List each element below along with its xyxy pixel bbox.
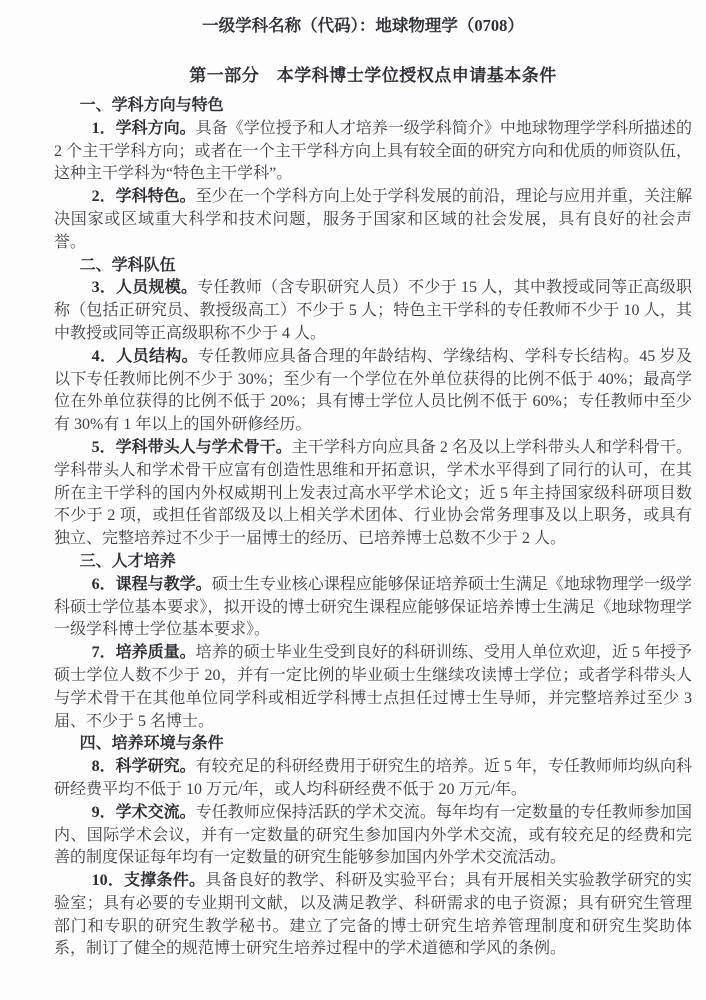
clause-lead-6: 6．课程与教学。: [91, 575, 212, 593]
clause-item-9: [54, 802, 692, 870]
clause-lead-3: 3．人员规模。: [91, 279, 198, 297]
clause-lead-1: 1．学科方向。: [91, 119, 196, 137]
clause-text-7: 培养的硕士毕业生受到良好的科研训练、受用人单位欢迎，近 5 年授予硕士学位人数不少于 20，并有一定比例的毕业硕士生继续攻读博士学位；或者学科带头人与学术骨干在其他单位同学科或相近学科博士点担任过博士生导师，并完整培养过至少 3 届、不少于 5 名博士。: [54, 644, 692, 730]
clause-lead-4: 4．人员结构。: [91, 347, 199, 365]
clause-item-1: [54, 118, 692, 186]
clause-text-4: 专任教师应具备合理的年龄结构、学缘结构、学科专长结构。45 岁及以下专任教师比例不少于 30%；至少有一个学位在外单位获得的比例不低于 40%；最高学位在外单位获得的比例不低于 20%；具有博士学位人员比例不低于 60%；专任教师中至少有 30%有 1 年以上的国外研修经历。: [54, 347, 692, 434]
clause-text-1: 具备《学位授予和人才培养一级学科简介》中地球物理学学科所描述的 2 个主干学科方向；或者在一个主干学科方向上具有较全面的研究方向和优质的师资队伍，这种主干学科为“特色主干学科”。: [54, 119, 692, 183]
clause-item-6: [54, 574, 692, 642]
clause-item-4: [54, 346, 692, 437]
clause-lead-9: 9．学术交流。: [91, 803, 196, 821]
clause-text-6: 硕士生专业核心课程应能够保证培养硕士生满足《地球物理学一级学科硕士学位基本要求》，拟开设的博士研究生课程应能够保证培养博士生满足《地球物理学一级学科博士学位基本要求》。: [54, 575, 692, 639]
doc-body: [54, 95, 692, 961]
section-heading-2: 二、学科队伍: [79, 256, 176, 274]
clause-lead-5: 5．学科带头人与学术骨干。: [91, 438, 292, 456]
clause-text-3: 专任教师（含专职研究人员）不少于 15 人，其中教授或同等正高级职称（包括正研究员、教授级高工）不少于 5 人；特色主干学科的专任教师不少于 10 人，其中教授或同等正高级职称不少于 4 人。: [54, 279, 692, 342]
clause-lead-10: 10．支撑条件。: [91, 872, 206, 890]
clause-item-7: [54, 642, 692, 733]
clause-item-5: [54, 437, 692, 551]
part-heading: 第一部分 本学科博士学位授权点申请基本条件: [189, 66, 557, 85]
clause-text-10: 具备良好的教学、科研及实验平台；具有开展相关实验教学研究的实验室；具有必要的专业期刊文献，以及满足教学、科研需求的电子资源；具有研究生管理部门和专职的研究生教学秘书。建立了完备的博士研究生培养管理制度和研究生奖助体系，制订了健全的规范博士研究生培养过程中的学术道德和学风的条例。: [54, 872, 692, 958]
clause-text-5: 主干学科方向应具备 2 名及以上学科带头人和学科骨干。学科带头人和学术骨干应富有创造性思维和开拓意识，学术水平得到了同行的认可，在其所在主干学科的国内外权威期刊上发表过高水平学术论文；近 5 年主持国家级科研项目数不少于 2 项，或担任省部级及以上相关学术团体、行业协会常务理事及以上职务，或具有独立、完整培养过不少于一届博士的经历、已培养博士总数不少于 2 人。: [54, 438, 692, 548]
clause-lead-2: 2．学科特色。: [91, 188, 196, 206]
clause-item-2: [54, 186, 692, 254]
clause-text-9: 专任教师应保持活跃的学术交流。每年均有一定数量的专任教师参加国内、国际学术会议，并有一定数量的研究生参加国内外学术交流，或有较充足的经费和完善的制度保证每年均有一定数量的研究生能够参加国内外学术交流活动。: [54, 803, 692, 867]
section-heading-3: 三、人才培养: [79, 552, 176, 570]
clause-text-2: 至少在一个学科方向上处于学科发展的前沿，理论与应用并重，关注解决国家或区域重大科学和技术问题，服务于国家和区域的社会发展，具有良好的社会声誉。: [54, 188, 692, 251]
section-heading-4: 四、培养环境与条件: [79, 735, 224, 753]
clause-item-10: [54, 870, 692, 961]
section-heading-1: 一、学科方向与特色: [79, 97, 224, 114]
clause-lead-8: 8．科学研究。: [91, 758, 196, 776]
clause-item-3: [54, 277, 692, 345]
clause-text-8: 有较充足的科研经费用于研究生的培养。近 5 年，专任教师师均纵向科研经费平均不低于 10 万元/年，或人均科研经费不低于 20 万元/年。: [54, 758, 692, 798]
clause-item-8: [54, 756, 692, 802]
clause-lead-7: 7．培养质量。: [91, 644, 196, 662]
doc-title: 一级学科名称（代码）：地球物理学（0708）: [202, 16, 524, 35]
